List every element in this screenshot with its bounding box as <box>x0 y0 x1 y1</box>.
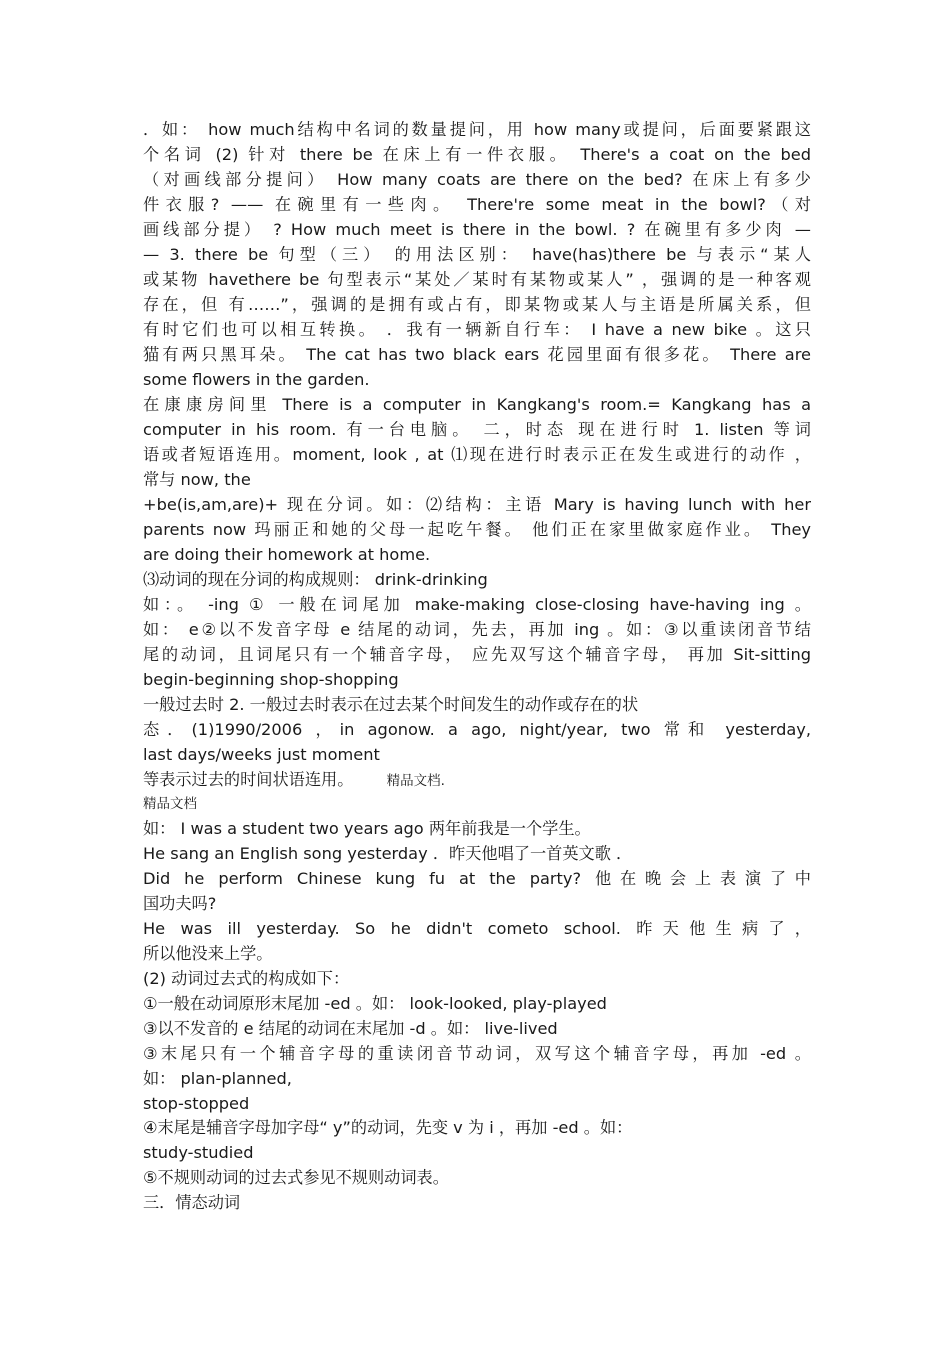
text-line: some flowers in the garden. <box>143 370 370 389</box>
text-line: ①一般在动词原形末尾加 -ed 。如： look-looked, play-played <box>143 994 607 1013</box>
text-line: 如： I was a student two years ago 两年前我是一个学生。 <box>143 819 591 838</box>
text-line: parents now 玛丽正和她的父母一起吃午餐。 他们正在家里做家庭作业。 They <box>143 520 811 539</box>
text-line: computer in his room. 有一台电脑。 二，时态 现在进行时 1. listen 等词 <box>143 420 811 439</box>
text-line: 语或者短语连用。moment, look , at ⑴现在进行时表示正在发生或进行的动作 ， <box>143 445 811 464</box>
text-line: begin-beginning shop-shopping <box>143 670 399 689</box>
text-line: ③末尾只有一个辅音字母的重读闭音节动词，双写这个辅音字母，再加 -ed 。 <box>143 1044 811 1063</box>
text-line: 如：。 -ing ① 一般在词尾加 make-making close-closing have-having ing 。 <box>143 595 811 614</box>
text-line: 存在，但 有……”，强调的是拥有或占有，即某物或某人与主语是所属关系，但 <box>143 295 811 314</box>
text-line: stop-stopped <box>143 1094 250 1113</box>
text-line: 一般过去时 2. 一般过去时表示在过去某个时间发生的动作或存在的状 <box>143 695 639 714</box>
text-line: last days/weeks just moment <box>143 745 380 764</box>
text-line: 有时它们也可以相互转换。 ．我有一辆新自行车： I have a new bike 。这只 <box>143 320 811 339</box>
text-line: 所以他没来上学。 <box>143 944 273 963</box>
text-line: 或某物 havethere be 句型表示“某处／某时有某物或某人” ，强调的是一种客观 <box>143 270 811 289</box>
section-heading: 三．情态动词 <box>143 1193 241 1212</box>
text-line: 件衣服? —— 在碗里有一些肉。 There're some meat in the bowl?（对 <box>143 195 811 214</box>
text-line: ．如： how much结构中名词的数量提问，用 how many或提问，后面要紧跟这 <box>143 120 811 139</box>
text-line: ⑤不规则动词的过去式参见不规则动词表。 <box>143 1168 449 1187</box>
text-line: +be(is,am,are)+ 现在分词。如：⑵结构：主语 Mary is having lunch with her <box>143 495 811 514</box>
text-line: 常与 now, the <box>143 470 251 489</box>
text-line: 国功夫吗? <box>143 894 217 913</box>
text-line: ④末尾是辅音字母加字母“ y”的动词，先变 v 为 i ，再加 -ed 。如： <box>143 1118 633 1137</box>
text-line: ⑶动词的现在分词的构成规则： drink-drinking <box>143 570 488 589</box>
text-line: 猫有两只黑耳朵。 The cat has two black ears 花园里面有很多花。 There are <box>143 345 811 364</box>
text-line-with-watermark <box>143 770 811 790</box>
watermark-text: 精品文档 <box>143 796 197 812</box>
text-line: He sang an English song yesterday ．昨天他唱了一首英文歌 ． <box>143 844 633 863</box>
text-line: 态．(1)1990/2006 ，in agonow. a ago, night/year, two 常和 yesterday, <box>143 720 811 739</box>
text-line: He was ill yesterday. So he didn't cometo school. 昨天他生病了， <box>143 919 811 938</box>
watermark-inline: 精品文档. <box>386 773 445 789</box>
text-line: 个名词 (2) 针对 there be 在床上有一件衣服。 There's a coat on the bed <box>143 145 811 164</box>
text-line: (2) 动词过去式的构成如下： <box>143 969 350 988</box>
text-line: 在康康房间里 There is a computer in Kangkang's room.= Kangkang has a <box>143 395 811 414</box>
text-line: — 3. there be 句型（三） 的用法区别： have(has)there be 与表示“某人 <box>143 245 811 264</box>
text-line: are doing their homework at home. <box>143 545 431 564</box>
text-line: 如： e②以不发音字母 e 结尾的动词，先去，再加 ing 。如：③以重读闭音节结 <box>143 620 811 639</box>
text-line: 尾的动词，且词尾只有一个辅音字母， 应先双写这个辅音字母， 再加 Sit-sitting <box>143 645 811 664</box>
text-line: study-studied <box>143 1143 254 1162</box>
text-line: 如： plan-planned, <box>143 1069 292 1088</box>
text-line: ③以不发音的 e 结尾的动词在末尾加 -d 。如： live-lived <box>143 1019 558 1038</box>
text-line: 画线部分提） ? How much meet is there in the bowl. ? 在碗里有多少肉 — <box>143 220 811 239</box>
text-line: （对画线部分提问） How many coats are there on the bed? 在床上有多少 <box>143 170 811 189</box>
text-line-content: 等表示过去的时间状语连用。 <box>143 770 354 789</box>
text-line: Did he perform Chinese kung fu at the party? 他在晚会上表演了中 <box>143 869 811 888</box>
